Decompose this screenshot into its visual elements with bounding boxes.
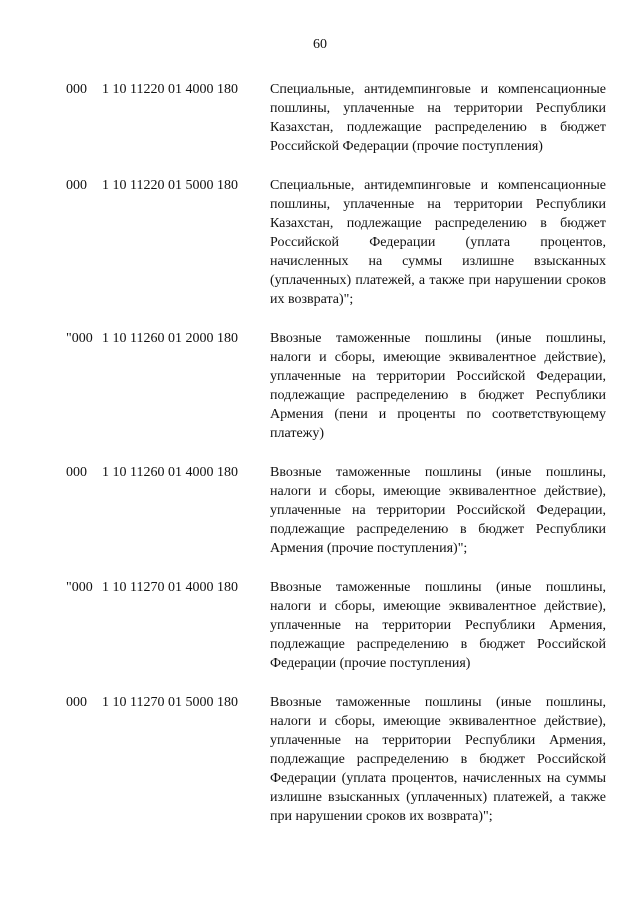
page-number: 60 [313,37,327,52]
classification-entry [0,463,640,558]
classification-entry [0,80,640,156]
classification-entry [0,329,640,443]
entry-budget-code: 1 10 11260 01 4000 180 [102,465,238,480]
entry-description: Специальные, антидемпинговые и компенсационные пошлины, уплаченные на территории Республики Казахстан, подлежащие распределению в бюджет Российской Федерации (прочие поступления) [270,82,606,154]
entry-admin-code: "000 [66,580,93,595]
entry-description: Ввозные таможенные пошлины (иные пошлины, налоги и сборы, имеющие эквивалентное действие), уплаченные на территории Республики Армения, подлежащие распределению в бюджет Российской Федерации (прочие поступления) [270,580,606,671]
entry-admin-code: 000 [66,82,87,97]
classification-entry [0,176,640,309]
classification-entry [0,578,640,673]
entry-admin-code: 000 [66,178,87,193]
entry-budget-code: 1 10 11270 01 4000 180 [102,580,238,595]
entry-description: Ввозные таможенные пошлины (иные пошлины, налоги и сборы, имеющие эквивалентное действие), уплаченные на территории Российской Федерации, подлежащие распределению в бюджет Республики Армения (прочие поступления)"; [270,465,606,556]
entry-description: Специальные, антидемпинговые и компенсационные пошлины, уплаченные на территории Республики Казахстан, подлежащие распределению в бюджет Российской Федерации (уплата процентов, начисленных на суммы излишне взысканных (уплаченных) платежей, а также при нарушении сроков их возврата)"; [270,178,606,307]
entry-admin-code: 000 [66,465,87,480]
entry-budget-code: 1 10 11270 01 5000 180 [102,695,238,710]
entry-budget-code: 1 10 11220 01 4000 180 [102,82,238,97]
classification-entry [0,693,640,826]
classification-entries [0,80,640,846]
entry-budget-code: 1 10 11260 01 2000 180 [102,331,238,346]
entry-description: Ввозные таможенные пошлины (иные пошлины, налоги и сборы, имеющие эквивалентное действие), уплаченные на территории Республики Армения, подлежащие распределению в бюджет Российской Федерации (уплата процентов, начисленных на суммы излишне взысканных (уплаченных) платежей, а также при нарушении сроков их возврата)"; [270,695,606,824]
entry-budget-code: 1 10 11220 01 5000 180 [102,178,238,193]
entry-admin-code: "000 [66,331,93,346]
entry-admin-code: 000 [66,695,87,710]
entry-description: Ввозные таможенные пошлины (иные пошлины, налоги и сборы, имеющие эквивалентное действие), уплаченные на территории Российской Федерации, подлежащие распределению в бюджет Республики Армения (пени и проценты по соответствующему платежу) [270,331,606,441]
